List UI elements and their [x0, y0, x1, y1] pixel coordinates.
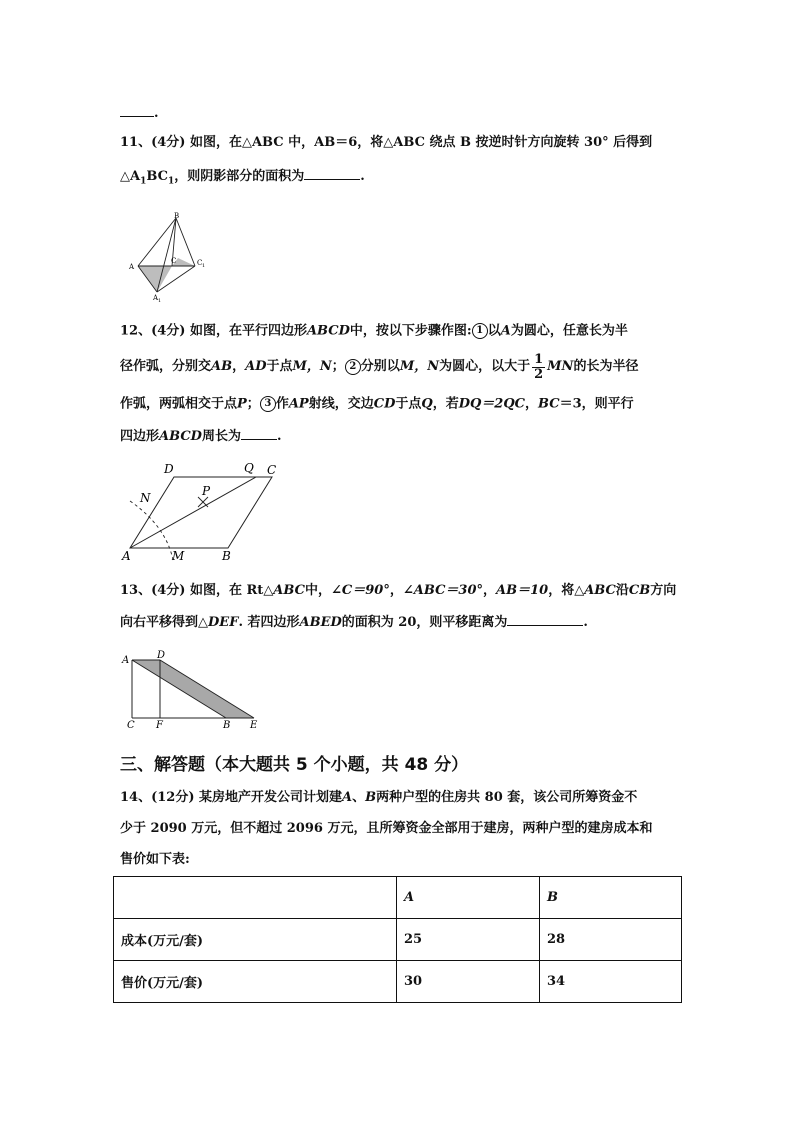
answer-blank	[507, 613, 583, 626]
step-3-marker: 3	[260, 396, 276, 412]
label-C1: C	[197, 259, 203, 267]
parallelogram-abcd	[130, 477, 272, 548]
answer-blank	[304, 167, 360, 180]
label-A: A	[129, 263, 135, 271]
q13-figure	[118, 648, 268, 730]
table-row	[114, 919, 682, 961]
step-2-marker: 2	[345, 359, 361, 375]
cost-price-table	[113, 876, 682, 1003]
q12-line-1: 12、(4分) 如图，在平行四边形ABCD中，按以下步骤作图: 1 以A为圆心，任意长为半	[120, 323, 628, 339]
table-row	[114, 961, 682, 1003]
label-B: B	[223, 720, 231, 731]
previous-question-tail: .	[120, 104, 159, 122]
label-P: P	[202, 484, 211, 498]
q13-line-2: 向右平移得到△DEF. 若四边形ABED的面积为 20，则平移距离为 .	[120, 615, 588, 630]
answer-blank	[120, 104, 154, 117]
q12-line-4: 四边形ABCD周长为 .	[120, 429, 282, 444]
table-cell: 25	[397, 919, 540, 961]
table-cell: 30	[397, 961, 540, 1003]
q12-line-2: 径作弧，分别交 AB ， AD 于点 M，N ； 2 分别以 M，N 为圆心，以大于 $\frac{1}{2}$ MN 的长为半径	[120, 351, 639, 382]
label-C1-sub: 1	[202, 263, 206, 269]
table-header-b: B	[540, 877, 682, 919]
table-header-a: A	[397, 877, 540, 919]
q14-line-3: 售价如下表:	[120, 852, 190, 867]
label-A1-sub: 1	[158, 298, 162, 304]
shaded-region	[138, 266, 172, 292]
label-C: C	[171, 257, 177, 265]
label-B: B	[222, 549, 231, 563]
fraction-one-half: $\frac{1}{2}$	[534, 351, 544, 382]
step-1-marker: 1	[472, 323, 488, 339]
label-A: A	[122, 549, 131, 563]
shaded-region-abed	[132, 660, 254, 718]
arc-mn	[130, 501, 173, 560]
label-M: M	[172, 549, 185, 563]
label-A1: A	[153, 294, 159, 302]
q14-line-1: 14、(12分) 某房地产开发公司计划建A、B两种户型的住房共 80 套，该公司所筹资金不	[120, 790, 638, 805]
q12-figure	[118, 456, 288, 568]
q12-line-3: 作弧，两弧相交于点P； 3 作AP射线，交边CD于点Q，若DQ＝2QC，BC＝3，则平行	[120, 396, 634, 412]
label-D: D	[164, 462, 174, 476]
table-cell: 34	[540, 961, 682, 1003]
ray-ap	[130, 477, 256, 548]
label-D: D	[157, 650, 166, 661]
label-C: C	[127, 720, 135, 731]
q14-line-2: 少于 2090 万元，但不超过 2096 万元，且所筹资金全部用于建房，两种户型的建房成本和	[120, 821, 653, 836]
table-cell: 售价(万元/套)	[114, 961, 397, 1003]
q11-line-1: 11、(4分) 如图，在△ABC 中，AB＝6，将△ABC 绕点 B 按逆时针方向旋转 30° 后得到	[120, 135, 653, 150]
label-E: E	[250, 720, 258, 731]
label-Q: Q	[244, 461, 254, 475]
label-B: B	[174, 212, 180, 220]
q13-line-1: 13、(4分) 如图，在 Rt△ABC中，∠C＝90°，∠ABC＝30°，AB＝10，将△ABC沿CB方向	[120, 583, 677, 598]
q11-figure	[120, 208, 220, 304]
answer-blank	[241, 427, 277, 440]
q11-line-2: $\triangle A_1BC_1$，则阴影部分的面积为 .	[120, 169, 365, 187]
table-cell: 28	[540, 919, 682, 961]
label-N: N	[140, 491, 151, 505]
table-cell	[114, 877, 397, 919]
table-cell: 成本(万元/套)	[114, 919, 397, 961]
section-heading: 三、解答题（本大题共 5 个小题，共 48 分）	[120, 755, 469, 775]
label-F: F	[156, 720, 163, 731]
table-header-row	[114, 877, 682, 919]
label-C: C	[267, 463, 277, 477]
label-A: A	[122, 655, 130, 666]
